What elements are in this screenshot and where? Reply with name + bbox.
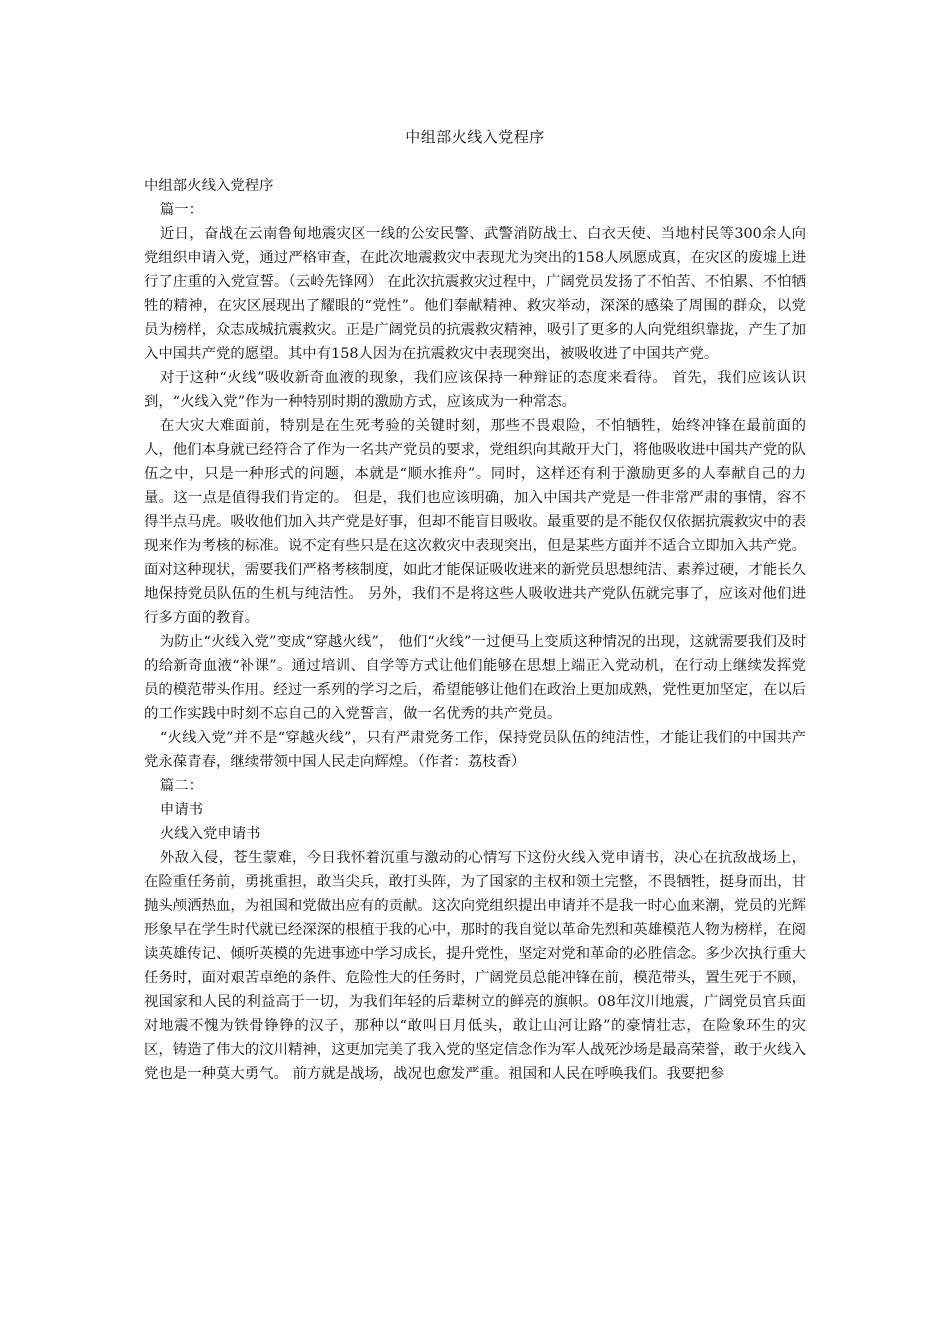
paragraph-part1-label: 篇一： bbox=[159, 202, 204, 218]
paragraph-heading: 中组部火线入党程序 bbox=[144, 178, 274, 194]
paragraph-p6: 外敌入侵，苍生蒙难，今日我怀着沉重与激动的心情写下这份火线入党申请书，决心在抗敌战场上，在险重任务前，勇挑重担，敢当尖兵，敢打头阵，为了国家的主权和领土完整，不畏牺牲，挺身而出，甘抛头颅洒热血，为祖国和党做出应有的贡献。这次向党组织提出申请并不是我一时心血来潮，党员的光辉形象早在学生时代就已经深深的根植于我的心中，那时的我自觉以革命先烈和英雄模范人物为榜样，在阅读英雄传记、倾听英模的先进事迹中学习成长，提升党性，坚定对党和革命的必胜信念。多少次执行重大任务时，面对艰苦卓绝的条件、危险性大的任务时，广阔党员总能冲锋在前，模范带头，置生死于不顾，视国家和人民的利益高于一切，为我们年轻的后辈树立的鲜亮的旗帜。08年汶川地震，广阔党员官兵面对地震不愧为铁骨铮铮的汉子，那种以“敢叫日月低头，敢让山河让路”的豪情壮志，在险象环生的灾区，铸造了伟大的汶川精神，这更加完美了我入党的坚定信念作为军人战死沙场是最高荣誉，敢于火线入党也是一种莫大勇气。 前方就是战场，战况也愈发严重。祖国和人民在呼唤我们。我要把参 bbox=[144, 850, 806, 1082]
paragraph-part2-label: 篇二： bbox=[159, 778, 204, 794]
document-title: 中组部火线入党程序 bbox=[405, 128, 545, 146]
paragraph-p1: 近日，奋战在云南鲁甸地震灾区一线的公安民警、武警消防战士、白衣天使、当地村民等300余人向党组织申请入党，通过严格审查，在此次地震救灾中表现尤为突出的158人夙愿成真，在灾区的废墟上进行了庄重的入党宣誓。（云岭先锋网） 在此次抗震救灾过程中，广阔党员发扬了不怕苦、不怕累、不怕牺牲的精神，在灾区展现出了耀眼的“党性”。他们奉献精神、救灾举动，深深的感染了周围的群众，以党员为榜样，众志成城抗震救灾。正是广阔党员的抗震救灾精神，吸引了更多的人向党组织靠拢，产生了加入中国共产党的愿望。其中有158人因为在抗震救灾中表现突出，被吸收进了中国共产党。 bbox=[144, 226, 806, 362]
document-body bbox=[144, 174, 806, 1086]
paragraph-p3: 在大灾大难面前，特别是在生死考验的关键时刻，那些不畏艰险，不怕牺牲，始终冲锋在最前面的人，他们本身就已经符合了作为一名共产党员的要求，党组织向其敞开大门，将他吸收进中国共产党的队伍之中，只是一种形式的问题，本就是“顺水推舟”。同时，这样还有利于激励更多的人奉献自己的力量。这一点是值得我们肯定的。 但是，我们也应该明确，加入中国共产党是一件非常严肃的事情，容不得半点马虎。吸收他们加入共产党是好事，但却不能盲目吸收。最重要的是不能仅仅依据抗震救灾中的表现来作为考核的标准。说不定有些只是在这次救灾中表现突出，但是某些方面并不适合立即加入共产党。面对这种现状，需要我们严格考核制度，如此才能保证吸收进来的新党员思想纯洁、素养过硬，才能长久地保持党员队伍的生机与纯洁性。 另外，我们不是将这些人吸收进共产党队伍就完事了，应该对他们进行多方面的教育。 bbox=[144, 418, 806, 626]
paragraph-sub1: 申请书 bbox=[159, 802, 204, 818]
paragraph-p2: 对于这种“火线”吸收新奇血液的现象，我们应该保持一种辩证的态度来看待。 首先，我们应该认识到，“火线入党”作为一种特别时期的激励方式，应该成为一种常态。 bbox=[144, 370, 806, 410]
paragraph-sub2: 火线入党申请书 bbox=[159, 826, 261, 842]
paragraph-p4: 为防止“火线入党”变成“穿越火线”， 他们“火线”一过便马上变质这种情况的出现，这就需要我们及时的给新奇血液“补课”。通过培训、自学等方式让他们能够在思想上端正入党动机，在行动上继续发挥党员的模范带头作用。经过一系列的学习之后，希望能够让他们在政治上更加成熟，党性更加坚定，在以后的工作实践中时刻不忘自己的入党誓言，做一名优秀的共产党员。 bbox=[144, 634, 806, 722]
paragraph-p5: “火线入党”并不是“穿越火线”，只有严肃党务工作，保持党员队伍的纯洁性，才能让我们的中国共产党永葆青春，继续带领中国人民走向辉煌。（作者：荔枝香） bbox=[144, 730, 806, 770]
